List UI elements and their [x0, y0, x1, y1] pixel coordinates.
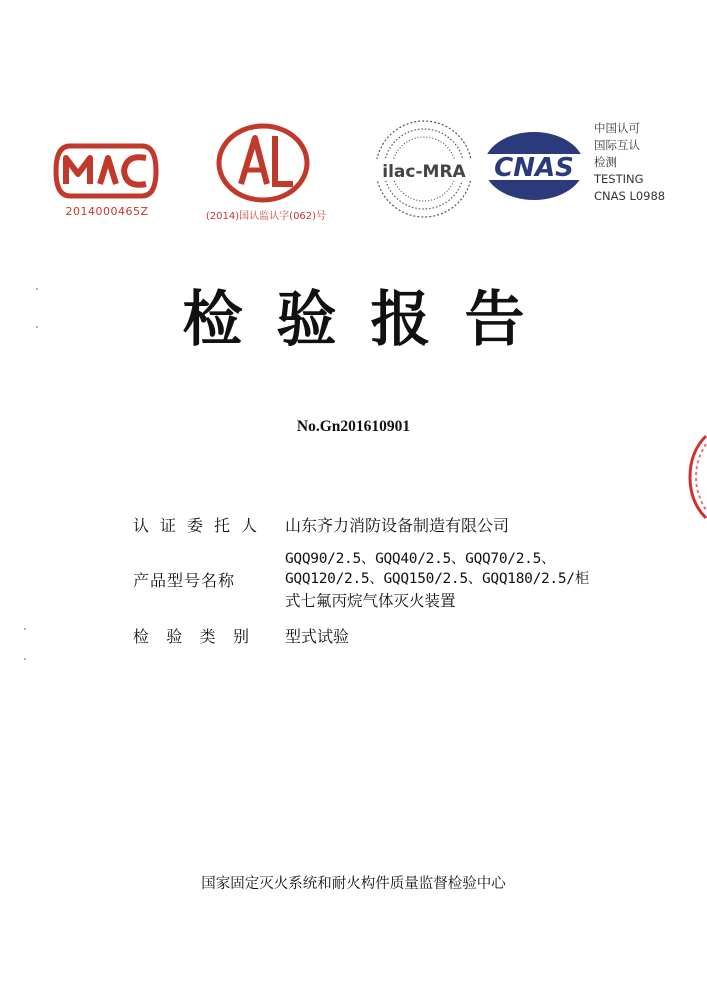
svg-text:ilac-MRA: ilac-MRA: [382, 162, 466, 182]
ilac-mra-logo-icon: [372, 117, 476, 221]
report-number: No.Gn201610901: [296, 418, 411, 435]
cnas-caption-line: 国际互认: [594, 138, 640, 152]
field-label-client: 认 证 委 托 人: [133, 516, 257, 535]
cma-logo-icon: [52, 140, 160, 202]
field-label-product: 产品型号名称: [133, 571, 236, 590]
scan-speck: [36, 288, 38, 290]
cma-code: 2014000465Z: [65, 205, 149, 218]
cal-code: (2014)国认监认字(062)号: [205, 211, 327, 222]
field-label-test-type: 检 验 类 别: [133, 627, 249, 646]
cnas-caption-line: 中国认可: [594, 121, 640, 135]
cnas-caption-line: TESTING: [594, 172, 644, 186]
field-value-test-type: 型式试验: [285, 627, 350, 646]
field-value-product-line-1: GQQ90/2.5、GQQ40/2.5、GQQ70/2.5、: [285, 551, 556, 567]
svg-text:CNAS: CNAS: [494, 153, 574, 183]
scan-speck: [24, 628, 26, 630]
issuing-organization: 国家固定灭火系统和耐火构件质量监督检验中心: [201, 876, 506, 892]
cnas-caption-line: CNAS L0988: [594, 189, 666, 203]
field-value-product-line-3: 式七氟丙烷气体灭火装置: [285, 592, 456, 610]
scan-speck: [36, 326, 38, 328]
scan-speck: [24, 658, 26, 660]
cnas-caption: [594, 120, 694, 205]
page-title: 检验报告: [182, 285, 559, 355]
cal-logo-icon: [215, 122, 311, 204]
field-value-product-line-2: GQQ120/2.5、GQQ150/2.5、GQQ180/2.5/柜: [285, 571, 589, 587]
cnas-caption-line: 检测: [594, 155, 617, 169]
cnas-logo-icon: [480, 128, 588, 204]
field-value-client: 山东齐力消防设备制造有限公司: [285, 516, 510, 535]
official-seal-edge-icon: [676, 432, 707, 522]
